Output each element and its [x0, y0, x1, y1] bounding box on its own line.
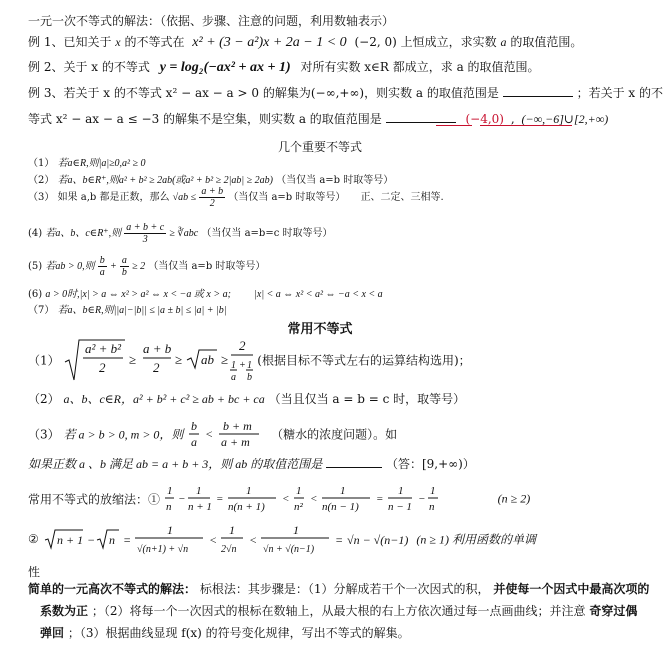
ineq-7-text: 若a、b∈R,则||a|−|b|| ≤ |a ± b| ≤ |a| + |b| — [57, 305, 227, 316]
ineq-4-expr: ≥ ∛abc — [169, 228, 199, 239]
common-5-label: ② — [28, 532, 39, 546]
tail-xing: 性 — [28, 565, 41, 579]
common-3-num: （3） — [28, 427, 60, 442]
ineq-2-num: （2） — [28, 175, 55, 186]
ineq-3-extra: 正、二定、三相等. — [360, 192, 444, 203]
ex1-x: x — [115, 35, 121, 49]
svg-text:2: 2 — [239, 338, 246, 353]
svg-text:≥: ≥ — [221, 352, 229, 367]
ex1-text1: 的不等式在 — [124, 35, 185, 49]
svg-text:n: n — [108, 533, 115, 547]
ex1-label: 例 1、已知关于 — [28, 35, 112, 49]
common-4-answer: （答：[9,+∞)） — [385, 457, 475, 471]
svg-text:ab: ab — [201, 352, 215, 367]
shrink-method — [28, 482, 530, 516]
svg-text:2: 2 — [153, 360, 160, 375]
ineq-5-frac2-num: a — [121, 255, 127, 266]
ex3-answer-2: (−∞,−6]∪[2,+∞) — [521, 112, 609, 126]
ineq-7 — [28, 301, 227, 316]
common-5-formula — [43, 522, 413, 556]
common-1-formula — [63, 336, 253, 384]
ex3-answer-1: (−4,0) — [465, 112, 504, 126]
ex3-text1: x 的不等式 x² − ax − a > 0 的解集为(−∞,+∞)，则实数 a 的取值范围是 — [103, 86, 499, 100]
common-1-note: (根据目标不等式左右的运算结构选用)； — [257, 353, 471, 368]
ex2-text2: 对所有实数 x∈R 都成立，求 a 的取值范围。 — [300, 60, 540, 74]
svg-text:a: a — [191, 435, 198, 449]
ineq-3-text: 如果 a,b 都是正数，那么 — [57, 192, 170, 203]
tail-para-2 — [40, 602, 637, 619]
shrink-tail: (n ≥ 2) — [497, 491, 531, 506]
ineq-2 — [28, 171, 393, 186]
shrink-formula — [164, 482, 494, 516]
svg-text:1: 1 — [339, 485, 346, 497]
svg-text:1: 1 — [245, 485, 252, 497]
ineq-3-note: （当仅当 a=b 时取等号） — [228, 192, 346, 203]
tail-p2-bold: 系数为正 — [40, 604, 89, 618]
svg-text:<: < — [208, 533, 217, 547]
ineq-3-frac-num: a + b — [201, 186, 224, 197]
svg-text:a: a — [231, 372, 237, 383]
ineq-5-frac2-den: b — [121, 267, 127, 278]
ineq-5-num: (5) — [28, 261, 43, 272]
svg-text:1: 1 — [166, 523, 173, 537]
ineq-4-fraction — [124, 222, 166, 245]
ex2-label: 例 2、关于 — [28, 60, 88, 74]
svg-text:=: = — [215, 493, 224, 505]
ex1-range: (−2, 0) — [354, 35, 397, 49]
svg-text:<: < — [205, 427, 214, 441]
ex3-blank-2 — [386, 111, 456, 123]
ex3-label: 例 3、若关于 — [28, 86, 100, 100]
section-title-important: 几个重要不等式 — [277, 140, 362, 154]
common-4-blank — [326, 456, 382, 468]
tail-p3-bold: 弹回 — [40, 626, 65, 640]
section-title-common: 常用不等式 — [287, 322, 353, 337]
svg-text:b: b — [247, 372, 253, 383]
ineq-4 — [28, 222, 333, 245]
heading: 一元一次不等式的解法：（依据、步骤、注意的问题，利用数轴表示） — [28, 14, 395, 28]
ineq-3-num: （3） — [28, 192, 55, 203]
ineq-4-frac-num: a + b + c — [126, 222, 165, 233]
common-3-note: （糖水的浓度问题）。如 — [271, 427, 398, 442]
common-1 — [28, 336, 471, 384]
svg-text:<: < — [248, 533, 257, 547]
svg-text:a² + b²: a² + b² — [85, 341, 122, 356]
ex3-blank-1 — [503, 85, 573, 97]
ineq-5-note: （当仅当 a=b 时取等号） — [148, 261, 266, 272]
svg-text:n − 1: n − 1 — [387, 501, 412, 513]
tail-p2: ；（2）将每一个一次因式的根标在数轴上，从最大根的右上方依次通过每一点画曲线；并注意 — [91, 604, 586, 618]
ineq-3-expr: √ab ≤ — [172, 192, 197, 203]
svg-text:1: 1 — [195, 485, 202, 497]
svg-text:n²: n² — [293, 501, 303, 513]
svg-text:=: = — [334, 533, 343, 547]
svg-text:a + m: a + m — [221, 435, 251, 449]
ineq-5-plus: + — [109, 261, 117, 272]
tail-p1-bold: 简单的一元高次不等式的解法： — [28, 582, 197, 596]
ineq-1-num: （1） — [28, 158, 55, 169]
ineq-3-frac-den: 2 — [209, 198, 215, 209]
svg-text:=: = — [122, 533, 131, 547]
common-2-text: a、b、c∈R，a² + b² + c² ≥ ab + bc + ca — [63, 392, 265, 406]
ineq-5-expr: ≥ 2 — [132, 261, 146, 272]
svg-text:−: − — [177, 493, 186, 505]
svg-text:≥: ≥ — [129, 352, 137, 367]
ex3-comma: , — [510, 112, 515, 126]
tail-p1: 标根法：其步骤是：（1）分解成若干个一次因式的积， — [199, 582, 490, 596]
tail-p3: ；（3）根据曲线显现 f(x) 的符号变化规律，写出不等式的解集。 — [67, 626, 410, 640]
ineq-5-frac-num: b — [99, 255, 105, 266]
ex3-text2: ；若关于 x 的不 — [576, 86, 663, 100]
common-2 — [28, 390, 465, 407]
ineq-7-num: （7） — [28, 305, 55, 316]
ineq-4-note: （当仅当 a=b=c 时取等号） — [201, 228, 333, 239]
ineq-3-fraction — [199, 186, 225, 209]
ineq-4-text: 若a、b、c∈R⁺,则 — [45, 228, 122, 239]
svg-text:≥: ≥ — [175, 352, 183, 367]
svg-text:b: b — [191, 419, 198, 433]
svg-text:2√n: 2√n — [220, 544, 237, 555]
ineq-1 — [28, 154, 146, 169]
svg-text:2: 2 — [99, 360, 106, 375]
ineq-6-num: (6) — [28, 289, 43, 300]
svg-text:1: 1 — [429, 485, 436, 497]
svg-text:n(n − 1): n(n − 1) — [321, 501, 359, 513]
svg-text:√n + √(n−1): √n + √(n−1) — [262, 544, 314, 555]
ineq-2-text: 若a、b∈R⁺,则a² + b² ≥ 2ab(或a² + b² ≥ 2|ab| ≥ 2ab) — [57, 175, 273, 186]
ineq-5-text: 若ab > 0,则 — [45, 261, 95, 272]
tail-p2-bold2: 奇穿过偶 — [589, 604, 638, 618]
svg-text:<: < — [281, 493, 290, 505]
svg-text:1: 1 — [228, 523, 235, 537]
svg-text:1: 1 — [295, 485, 302, 497]
ineq-1-text: 若a∈R,则|a|≥0,a² ≥ 0 — [57, 158, 146, 169]
svg-text:n: n — [165, 501, 172, 513]
ineq-5-fraction-2 — [120, 255, 129, 278]
example-2 — [28, 58, 540, 76]
ineq-6-text2: |x| < a ⇔ x² < a² ⇔ −a < x < a — [254, 289, 383, 300]
common-3 — [28, 418, 397, 450]
svg-text:+: + — [239, 360, 247, 371]
ex2-expr: y = log₂(−ax² + ax + 1) — [159, 60, 291, 75]
ex2-text1: x 的不等式 — [91, 60, 150, 74]
common-4-text: 如果正数 a 、b 满足 ab = a + b + 3，则 ab 的取值范围是 — [28, 457, 323, 471]
ineq-4-frac-den: 3 — [142, 234, 148, 245]
ineq-5 — [28, 255, 265, 278]
example-3 — [28, 84, 663, 101]
common-2-num: （2） — [28, 392, 60, 406]
example-1 — [28, 33, 582, 51]
svg-text:1: 1 — [166, 485, 173, 497]
ex1-a: a — [500, 35, 507, 49]
svg-text:1: 1 — [292, 523, 299, 537]
svg-text:a + b: a + b — [143, 341, 172, 356]
svg-text:<: < — [309, 493, 318, 505]
svg-text:1: 1 — [397, 485, 404, 497]
common-4 — [28, 455, 475, 472]
ineq-5-frac-den: a — [99, 267, 105, 278]
ex3-cont1: 等式 x² − ax − a ≤ −3 的解集不是空集，则实数 a 的取值范围是 — [28, 112, 382, 126]
svg-text:1: 1 — [247, 360, 253, 371]
svg-text:1: 1 — [231, 360, 237, 371]
ex3-answer-2-underline — [480, 125, 572, 126]
tail-para-3 — [40, 624, 410, 641]
ineq-4-num: (4) — [28, 228, 43, 239]
svg-text:√(n+1) + √n: √(n+1) + √n — [136, 544, 188, 555]
common-5-tail: (n ≥ 1) 利用函数的单调 — [416, 532, 537, 547]
svg-text:n + 1: n + 1 — [187, 501, 212, 513]
tail-para-1 — [28, 580, 649, 597]
ineq-6-text: a > 0时,|x| > a ⇔ x² > a² ⇔ x < −a 或 x > a; — [45, 289, 231, 300]
ineq-3 — [28, 186, 444, 209]
ineq-5-fraction-1 — [98, 255, 107, 278]
ineq-6 — [28, 285, 383, 300]
common-1-num: （1） — [28, 353, 60, 368]
ex1-text3: 的取值范围。 — [510, 35, 583, 49]
common-3-text: 若 a > b > 0, m > 0，则 — [63, 427, 184, 442]
ineq-2-note: （当仅当 a=b 时取等号） — [276, 175, 394, 186]
common-5 — [28, 522, 536, 556]
ex3-answer-1-underline — [436, 125, 472, 126]
common-2-note: （当且仅当 a = b = c 时，取等号） — [268, 392, 466, 406]
svg-text:n(n + 1): n(n + 1) — [227, 501, 265, 513]
common-3-formula — [187, 418, 267, 450]
svg-text:−: − — [86, 533, 95, 547]
ex1-text2: 上恒成立，求实数 — [400, 35, 497, 49]
svg-text:n: n — [428, 501, 435, 513]
svg-text:−: − — [417, 493, 426, 505]
tail-p1-bold2: 并使每一个因式中最高次项的 — [493, 582, 650, 596]
svg-text:√n − √(n−1): √n − √(n−1) — [346, 533, 408, 547]
shrink-label: 常用不等式的放缩法：① — [28, 492, 161, 507]
svg-text:n + 1: n + 1 — [56, 533, 83, 547]
ex1-expr: x² + (3 − a²)x + 2a − 1 < 0 — [192, 35, 347, 50]
svg-text:b + m: b + m — [223, 419, 253, 433]
svg-text:=: = — [375, 493, 384, 505]
